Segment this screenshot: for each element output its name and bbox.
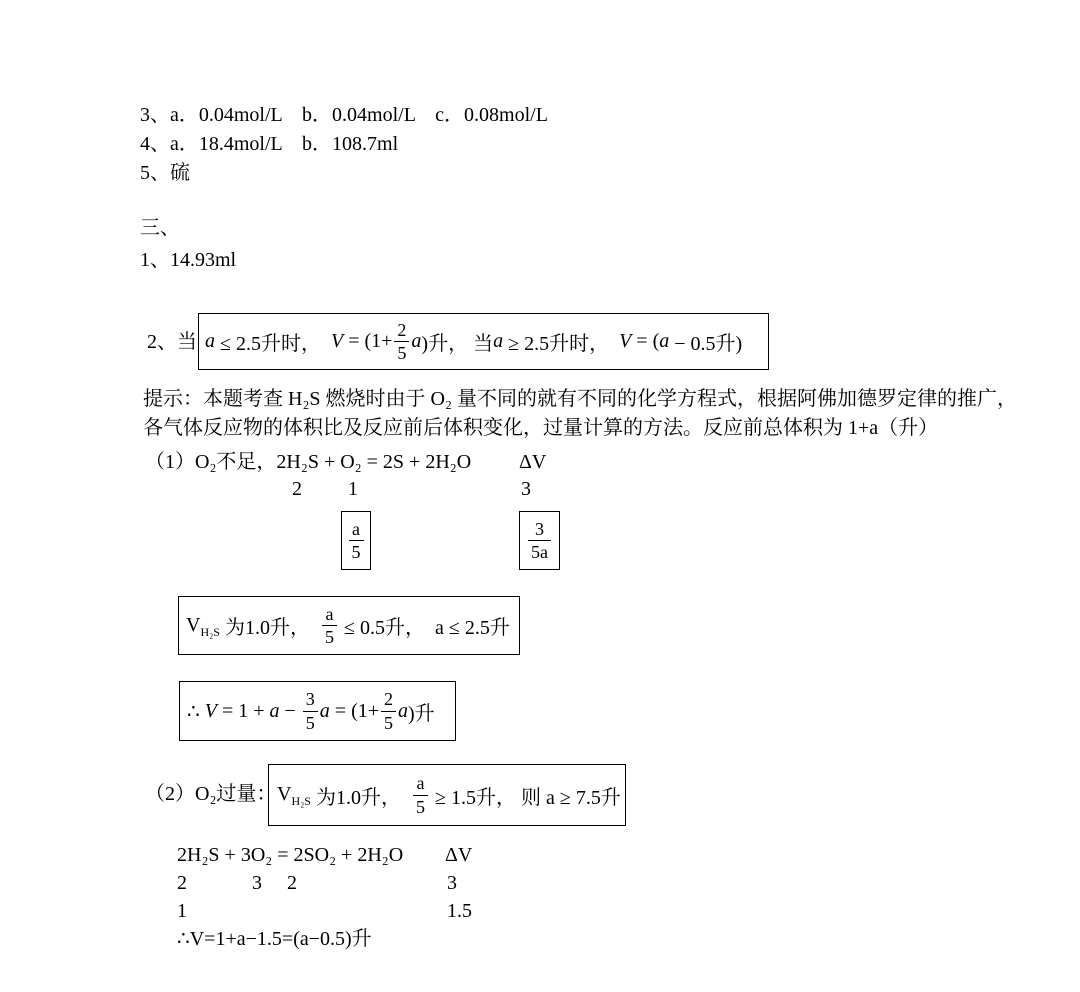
- vh2s-symbol: [277, 783, 311, 807]
- math-text: = (: [631, 330, 660, 352]
- math-var-a: a: [319, 699, 330, 722]
- case2-coeff: 3: [447, 872, 457, 894]
- hint-line-2: 各气体反应物的体积比及反应前后体积变化，过量计算的方法。反应前总体积为 1+a（升）: [143, 417, 939, 439]
- summary-formula-box: [198, 313, 769, 370]
- math-text: = (1+: [343, 330, 393, 352]
- math-text: 为1.0升，: [310, 786, 411, 809]
- math-text: ≥ 1.5升， 则 a ≥ 7.5升: [429, 786, 621, 809]
- math-var-v: V: [186, 613, 201, 636]
- case1-conclusion-box: [179, 681, 456, 741]
- fraction-2-5: $\frac{2}{5}$: [381, 689, 396, 732]
- section-three-item-1: 1、14.93ml: [140, 249, 237, 271]
- math-var-v: V: [330, 330, 344, 352]
- math-text: ≤ 0.5升， a ≤ 2.5升: [338, 617, 510, 639]
- answer-line-5: 5、硫: [140, 162, 190, 184]
- case1-heading: （1）O₂不足，2H₂S + O₂ = 2S + 2H₂O: [145, 451, 472, 473]
- math-var-a: a: [493, 330, 504, 352]
- case1-delta-v: ΔV: [519, 451, 547, 473]
- fraction-box-3-over-5a: [519, 511, 560, 570]
- math-var-v: V: [204, 699, 217, 722]
- case2-label: （2）O₂过量：: [145, 783, 277, 805]
- case2-amount: 1.5: [447, 900, 472, 922]
- math-text: )升: [408, 702, 435, 725]
- math-var-a: a: [659, 330, 670, 352]
- math-var-a: a: [205, 330, 215, 352]
- math-var-v: V: [277, 783, 292, 805]
- fraction-a-5: $\frac{a}{5}$: [413, 773, 428, 816]
- answer-line-4: 4、a．18.4mol/L b．108.7ml: [140, 133, 399, 155]
- math-text: −: [279, 699, 301, 722]
- case1-coeff-h2s: 2: [292, 478, 302, 500]
- section-three-label: 三、: [140, 217, 180, 239]
- case2-conclusion: ∴V=1+a−1.5=(a−0.5)升: [177, 928, 372, 950]
- math-var-a: a: [398, 699, 409, 722]
- math-var-v: V: [619, 330, 632, 352]
- h2s-subscript: H₂S: [200, 624, 220, 639]
- therefore-symbol: ∴: [187, 700, 205, 723]
- math-text: ≤ 2.5升时，: [215, 333, 331, 355]
- case2-equation: 2H₂S + 3O₂ = 2SO₂ + 2H₂O: [177, 844, 404, 866]
- case2-delta-v: ΔV: [445, 844, 473, 866]
- fraction-box-a-over-5: [341, 511, 371, 570]
- math-text: − 0.5升): [669, 333, 743, 355]
- hint-line-1: 提示：本题考查 H₂S 燃烧时由于 O₂ 量不同的就有不同的化学方程式，根据阿佛加德罗定律的推广，: [143, 388, 1017, 410]
- math-text: )升， 当: [421, 333, 494, 355]
- answer-line-3: 3、a．0.04mol/L b．0.04mol/L c．0.08mol/L: [140, 104, 548, 126]
- fraction-a-5: $\frac{a}{5}$: [349, 519, 364, 562]
- vh2s-symbol: [186, 614, 220, 638]
- math-text: = 1 +: [216, 699, 270, 722]
- case2-amount: 1: [177, 900, 187, 922]
- fraction-3-5a: $\frac{3}{5a}$: [528, 519, 551, 562]
- h2s-subscript: H₂S: [291, 794, 311, 808]
- math-var-a: a: [269, 699, 280, 722]
- case1-vh2s-condition-box: [178, 596, 520, 655]
- math-text: ≥ 2.5升时，: [503, 333, 620, 355]
- item-2-label: 2、当: [147, 331, 197, 353]
- fraction-2-5: $\frac{2}{5}$: [394, 320, 409, 363]
- fraction-3-5: $\frac{3}{5}$: [303, 689, 318, 732]
- case2-coeff: 2: [287, 872, 297, 894]
- math-text: = (1+: [329, 699, 380, 722]
- case1-coeff-dv: 3: [521, 478, 531, 500]
- math-var-a: a: [411, 330, 422, 352]
- math-text: 为1.0升，: [219, 617, 320, 639]
- case2-coeff: 3: [252, 872, 262, 894]
- case1-coeff-o2: 1: [348, 478, 358, 500]
- case2-vh2s-condition-box: [268, 764, 626, 826]
- fraction-a-5: $\frac{a}{5}$: [322, 604, 337, 647]
- case2-coeff: 2: [177, 872, 187, 894]
